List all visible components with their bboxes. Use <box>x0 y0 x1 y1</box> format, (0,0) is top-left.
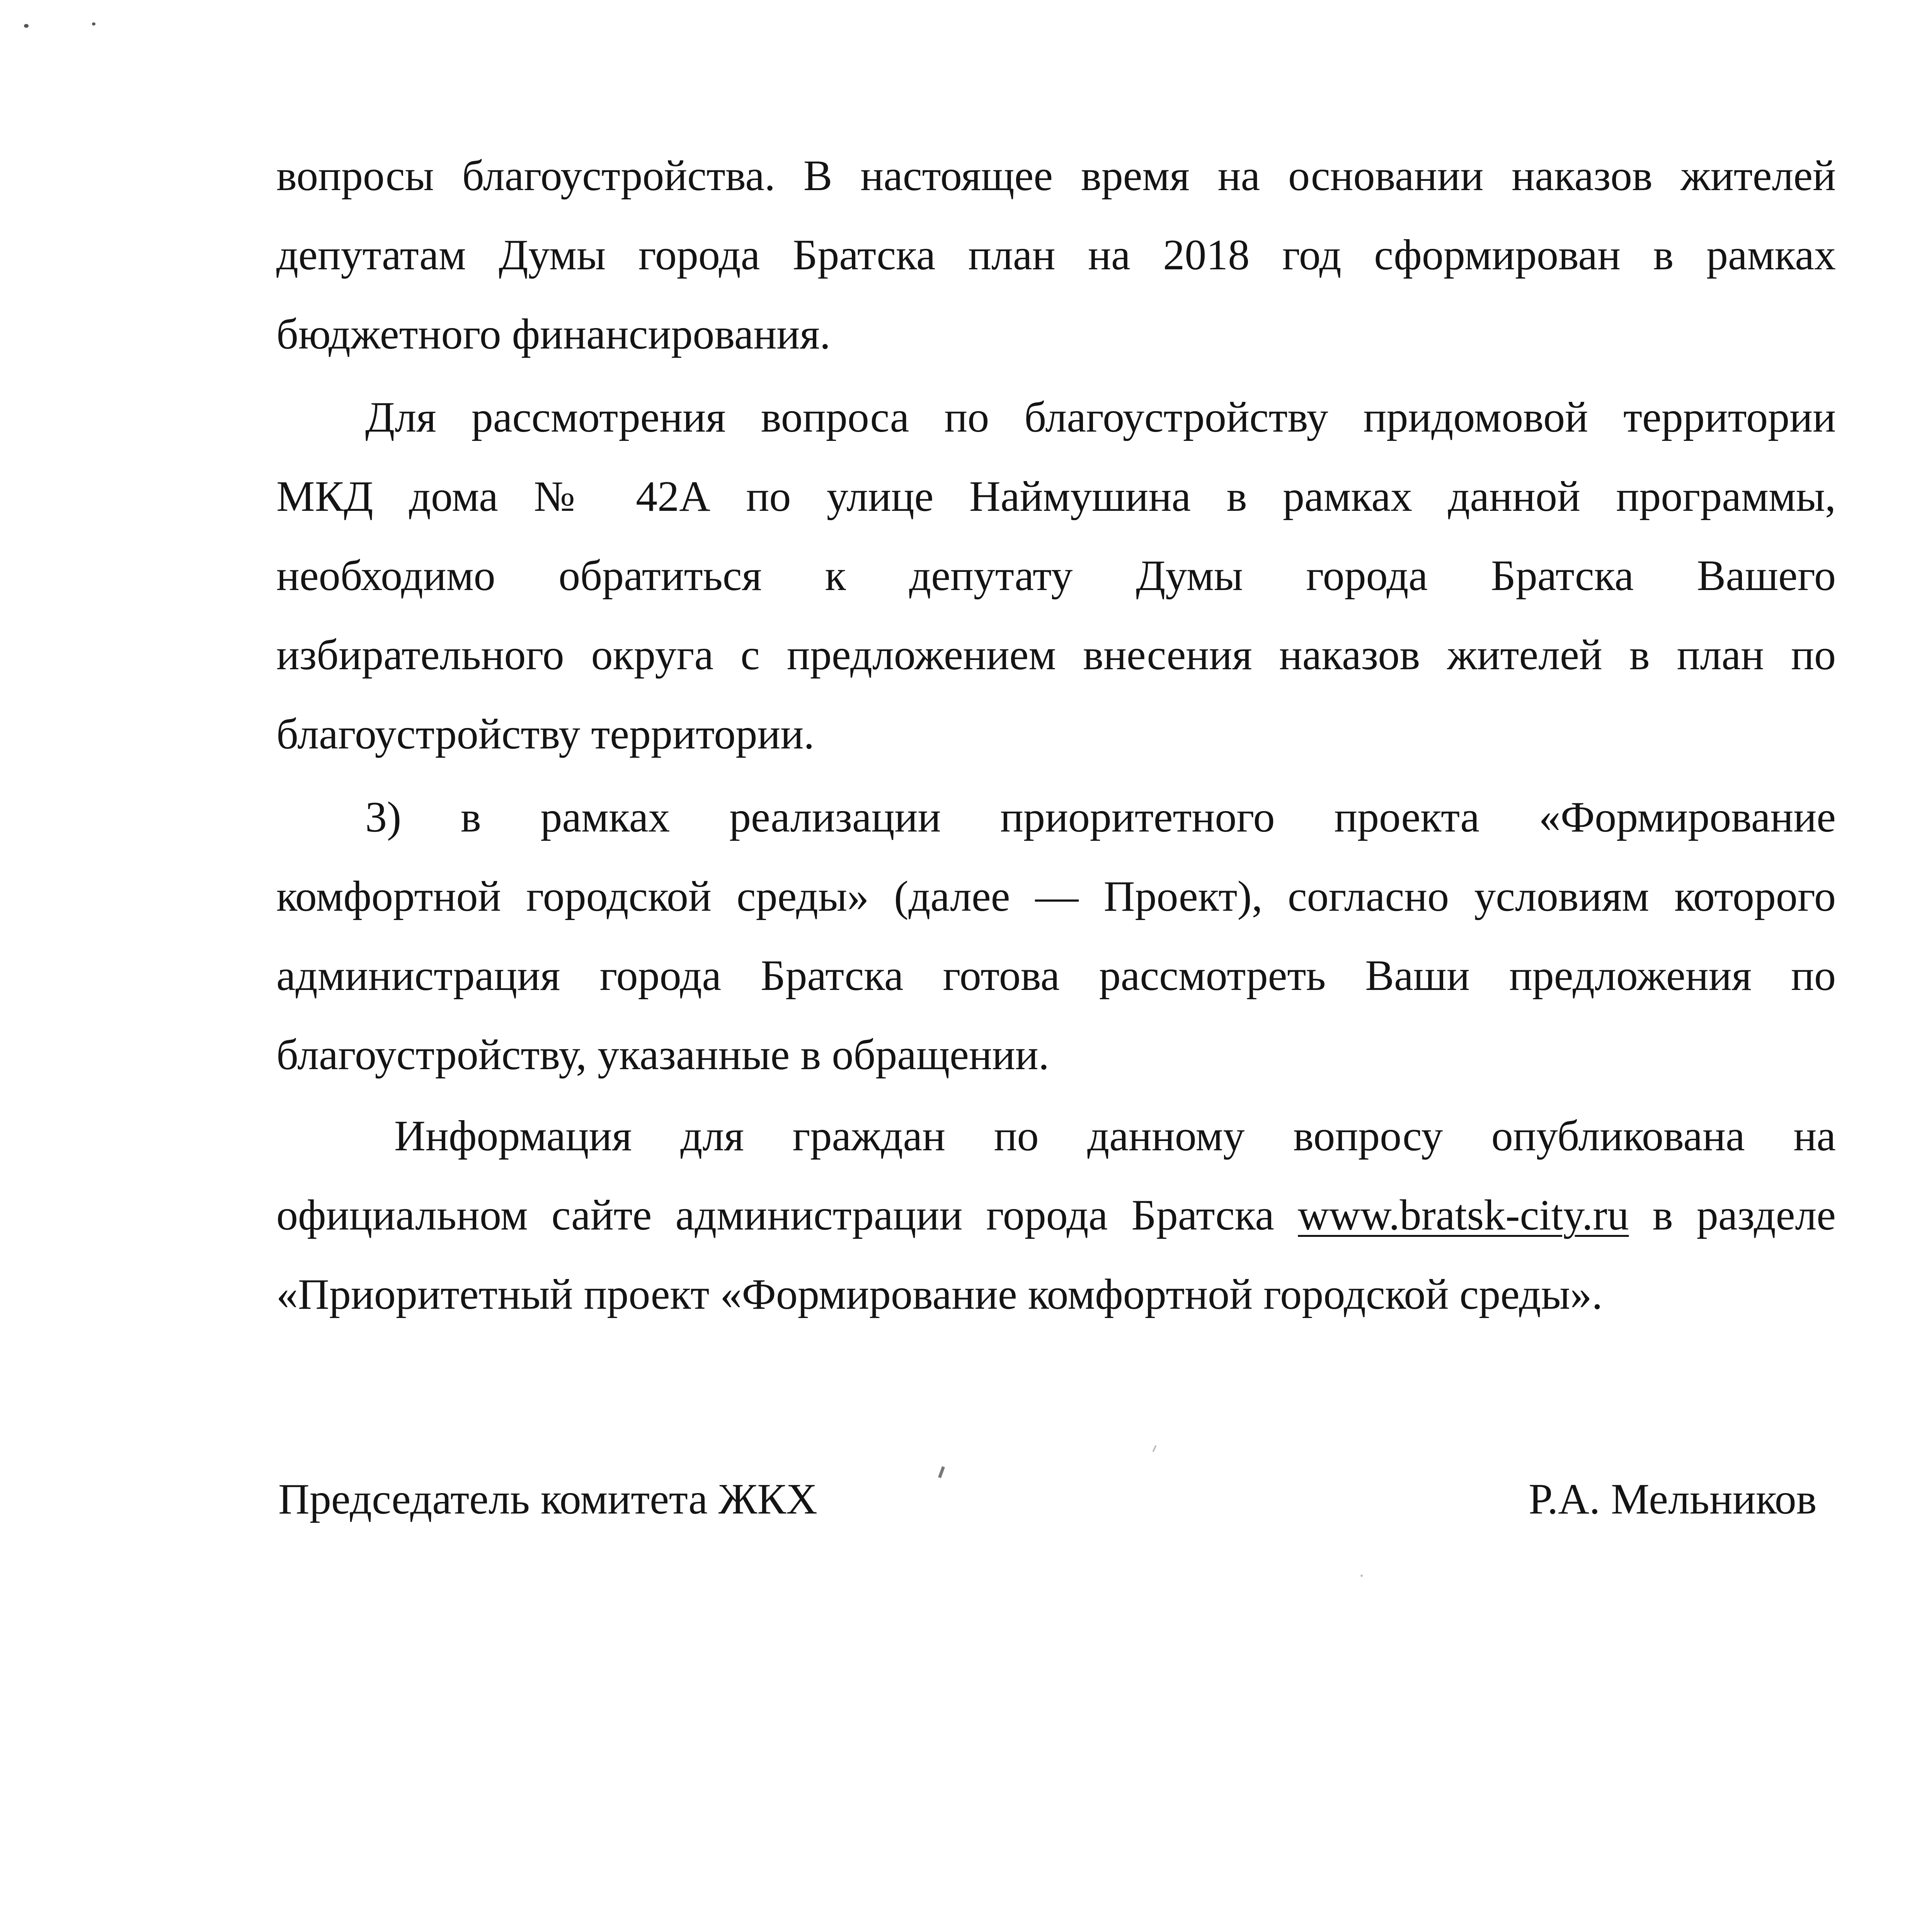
paragraph-1-line-1: вопросы благоустройства. В настоящее время на основании наказов жителей <box>276 152 1836 200</box>
signatory-name: Р.А. Мельников <box>1529 1475 1817 1523</box>
scan-mark <box>938 1466 945 1478</box>
paragraph-3-line-3: администрация города Братска готова рассмотреть Ваши предложения по <box>276 952 1836 1000</box>
paragraph-4-line-2-suffix: в разделе <box>1652 1191 1836 1239</box>
paragraph-3-line-4: благоустройству, указанные в обращении. <box>276 1031 1049 1079</box>
paragraph-3-line-1: 3) в рамках реализации приоритетного проекта «Формирование <box>365 793 1836 841</box>
scan-mark <box>1360 1575 1363 1577</box>
paragraph-2-line-5: благоустройству территории. <box>276 710 815 758</box>
paragraph-1-line-2: депутатам Думы города Братска план на 2018 год сформирован в рамках <box>276 231 1836 279</box>
scan-mark <box>92 22 95 26</box>
signatory-position: Председатель комитета ЖКХ <box>278 1475 817 1523</box>
paragraph-4-line-2 <box>276 1188 1836 1242</box>
paragraph-2-line-4: избирательного округа с предложением внесения наказов жителей в план по <box>276 631 1836 679</box>
paragraph-4-line-3: «Приоритетный проект «Формирование комфортной городской среды». <box>276 1270 1603 1318</box>
paragraph-2-line-2: МКД дома № 42А по улице Наймушина в рамках данной программы, <box>276 473 1836 520</box>
scan-mark <box>24 24 29 28</box>
website-link[interactable]: www.bratsk-city.ru <box>1298 1191 1629 1239</box>
paragraph-4-line-2-text: официальном сайте администрации города Братска <box>276 1191 1274 1239</box>
paragraph-1-line-3: бюджетного финансирования. <box>276 310 831 358</box>
paragraph-2-line-3: необходимо обратиться к депутату Думы города Братска Вашего <box>276 552 1836 600</box>
paragraph-4-line-1: Информация для граждан по данному вопросу опубликована на <box>394 1112 1836 1160</box>
scan-mark <box>1152 1445 1156 1452</box>
paragraph-2-line-1: Для рассмотрения вопроса по благоустройству придомовой территории <box>365 393 1836 441</box>
paragraph-3-line-2: комфортной городской среды» (далее — Проект), согласно условиям которого <box>276 872 1836 920</box>
